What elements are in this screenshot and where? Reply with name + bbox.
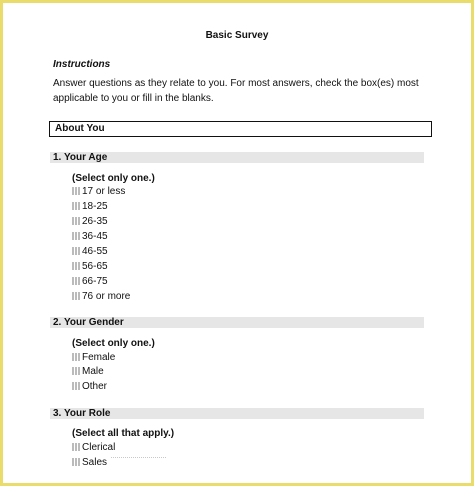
checkbox-icon[interactable] [72, 443, 81, 451]
checkbox-icon[interactable] [72, 292, 81, 300]
gender-option-3[interactable] [72, 381, 107, 393]
question-3-heading: 3. Your Role [50, 408, 424, 419]
role-option-1[interactable] [72, 442, 115, 454]
gender-option-1[interactable] [72, 352, 115, 364]
survey-page [6, 6, 468, 480]
checkbox-icon[interactable] [72, 202, 81, 210]
question-1-heading: 1. Your Age [50, 152, 424, 163]
option-label: Male [82, 366, 104, 377]
option-label: Sales [82, 457, 108, 468]
checkbox-icon[interactable] [72, 187, 81, 195]
age-option-2[interactable] [72, 201, 108, 213]
option-label: 26-35 [82, 216, 108, 227]
instructions-text: Answer questions as they relate to you. For most answers, check the box(es) most applicable to you or fill in the blanks. [53, 78, 419, 104]
role-option-2[interactable] [72, 457, 107, 469]
option-label: 36-45 [82, 231, 108, 242]
instructions-heading: Instructions [53, 59, 111, 70]
option-label: 17 or less [82, 186, 126, 197]
age-option-4[interactable] [72, 231, 108, 243]
age-option-3[interactable] [72, 216, 108, 228]
option-label: 66-75 [82, 276, 108, 287]
age-option-8[interactable] [72, 291, 130, 303]
checkbox-icon[interactable] [72, 382, 81, 390]
age-option-7[interactable] [72, 276, 108, 288]
checkbox-icon[interactable] [72, 277, 81, 285]
checkbox-icon[interactable] [72, 353, 81, 361]
question-2-instruction: (Select only one.) [72, 338, 155, 349]
gender-option-2[interactable] [72, 366, 104, 378]
option-label: 56-65 [82, 261, 108, 272]
document-title: Basic Survey [205, 30, 269, 41]
checkbox-icon[interactable] [72, 217, 81, 225]
divider [111, 457, 166, 458]
option-label: 46-55 [82, 246, 108, 257]
checkbox-icon[interactable] [72, 247, 81, 255]
checkbox-icon[interactable] [72, 262, 81, 270]
option-label: Female [82, 352, 116, 363]
checkbox-icon[interactable] [72, 232, 81, 240]
checkbox-icon[interactable] [72, 458, 81, 466]
checkbox-icon[interactable] [72, 367, 81, 375]
question-2-heading: 2. Your Gender [50, 317, 424, 328]
age-option-6[interactable] [72, 261, 108, 273]
option-label: 76 or more [82, 291, 131, 302]
age-option-5[interactable] [72, 246, 108, 258]
option-label: 18-25 [82, 201, 108, 212]
option-label: Clerical [82, 442, 116, 453]
option-label: Other [82, 381, 108, 392]
question-1-instruction: (Select only one.) [72, 173, 155, 184]
section-title-about-you: About You [49, 121, 432, 137]
question-3-instruction: (Select all that apply.) [72, 428, 175, 439]
age-option-1[interactable] [72, 186, 125, 198]
